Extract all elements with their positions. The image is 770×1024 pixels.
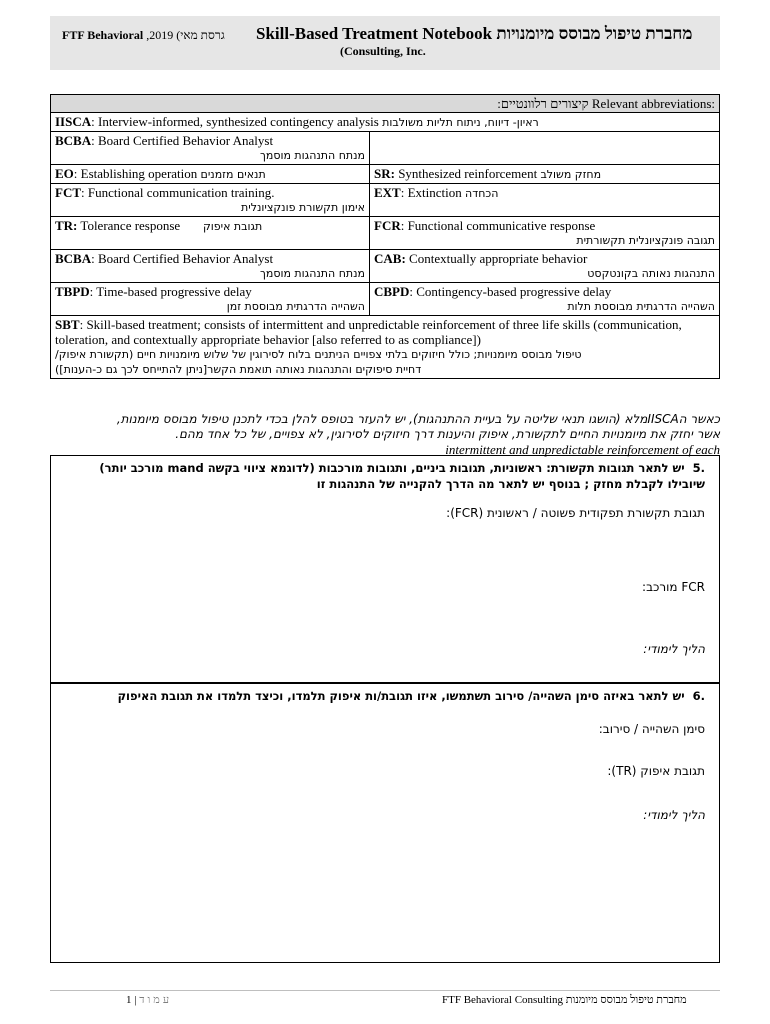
footer-page-sep: | xyxy=(134,994,137,1006)
abbr-ext: EXT: Extinction הכחדה xyxy=(370,184,720,217)
abbr-bcba: BCBA: Board Certified Behavior Analyst מנתח התנהגות מוסמך xyxy=(51,132,370,165)
question-6-number: .6 xyxy=(692,689,705,703)
question-5-box xyxy=(50,455,720,683)
abbr-fct: FCT: Functional communication training. אימון תקשורת פונקציונלית xyxy=(51,184,370,217)
abbr-bcba-2: BCBA: Board Certified Behavior Analyst מנתח התנהגות מוסמך xyxy=(51,250,370,283)
abbr-sr: SR: Synthesized reinforcement מחזק משולב xyxy=(370,165,720,184)
abbr-empty xyxy=(370,132,720,165)
header-org: FTF Behavioral xyxy=(62,28,144,42)
q6-tolerance-response-field[interactable]: תגובת איפוק (TR): xyxy=(607,764,705,778)
question-5-title: .5 יש לתאר תגובות תקשורת: ראשוניות, תגובות ביניים, ותגובות מורכבות (לדוגמא ציווי בקשה mand מורכב יותר) שיובילו לקבלת מחזק ; בנוסף יש לתאר מה הדרך להקנייה של התנהגות זו xyxy=(99,461,705,491)
footer-org: FTF Behavioral Consulting מחברת טיפול מבוסס מיומנות xyxy=(442,994,687,1006)
abbr-cab: CAB: Contextually appropriate behavior התנהגות נאותה בקונטקסט xyxy=(370,250,720,283)
abbr-tbpd: TBPD: Time-based progressive delay השהייה הדרגתית מבוססת זמן xyxy=(51,283,370,316)
q6-delay-signal-field[interactable]: סימן השהייה / סירוב: xyxy=(598,722,705,736)
footer-page xyxy=(126,994,178,1006)
q6-teaching-procedure-field[interactable]: הליך לימודי: xyxy=(643,808,705,822)
q5-fcr-simple-field[interactable]: תגובת תקשורת תפקודית פשוטה / ראשונית (FCR): xyxy=(446,506,705,520)
intro-paragraph xyxy=(50,412,720,457)
question-6-title: .6 יש לתאר באיזה סימן השהייה/ סירוב תשתמשו, איזו תגובת/ות איפוק תלמדו, וכיצד תלמדו את תגובת האיפוק xyxy=(117,689,705,703)
abbr-sbt: SBT: Skill-based treatment; consists of intermittent and unpredictable reinforcement of three life skills (communication, toleration, and contextually appropriate behavior [also referred to as compliance]) טיפול מבוסס מיומנויות; כולל חיזוקים בלתי צפויים הניתנים בלוח לסירוגין של שלוש מיומנויות חיים (תקשורת איפוק/ דחיית סיפוקים והתנהגות נאותה תואמת הקשר[ניתן להתייחס לכך גם כ-הענות]) xyxy=(51,316,720,379)
abbreviations-heading: :קיצורים רלוונטיים Relevant abbreviations: xyxy=(51,95,720,113)
footer-page-number: 1 xyxy=(126,994,132,1006)
footer-page-label: עמוד xyxy=(139,994,173,1006)
intro-line-1: כאשר הIISCAמלא (הושגו תנאי שליטה על בעיית ההתנהגות), יש להעזר בטופס להלן בכדי לתכנן טיפול מבוסס מיומנות, xyxy=(116,412,720,426)
abbr-iisca: IISCA: Interview-informed, synthesized contingency analysis ראיון- דיווח, ניתוח תליות משולבות xyxy=(51,113,720,132)
abbreviations-table xyxy=(50,94,720,379)
intro-line-3: intermittent and unpredictable reinforcement of each xyxy=(445,442,720,457)
abbr-tr: TR: Tolerance response תגובת איפוק xyxy=(51,217,370,250)
question-5-number: .5 xyxy=(692,461,705,475)
abbr-cbpd: CBPD: Contingency-based progressive delay השהייה הדרגתית מבוססת תלות xyxy=(370,283,720,316)
header-version: ,2019 (גרסת מאי xyxy=(146,28,225,42)
q5-teaching-procedure-field[interactable]: הליך לימודי: xyxy=(643,642,705,656)
page-title: Skill-Based Treatment Notebook מחברת טיפול מבוסס מיומנויות xyxy=(256,24,693,43)
q5-fcr-complex-field[interactable]: FCR מורכב: xyxy=(642,580,705,594)
footer-divider xyxy=(50,990,720,991)
abbr-fcr: FCR: Functional communicative response תגובה פונקציונלית תקשורתית xyxy=(370,217,720,250)
page-subtitle: (Consulting, Inc. xyxy=(340,44,426,58)
abbr-eo: EO: Establishing operation תנאים מזמנים xyxy=(51,165,370,184)
header-org-version xyxy=(62,28,225,43)
intro-line-2: אשר יחזק את מיומנויות החיים לתקשורת, איפוק והיענות דרך חיזוקים לסירוגין, לא צפויים, של כל אחד מהם. xyxy=(175,427,720,441)
question-6-box xyxy=(50,683,720,963)
